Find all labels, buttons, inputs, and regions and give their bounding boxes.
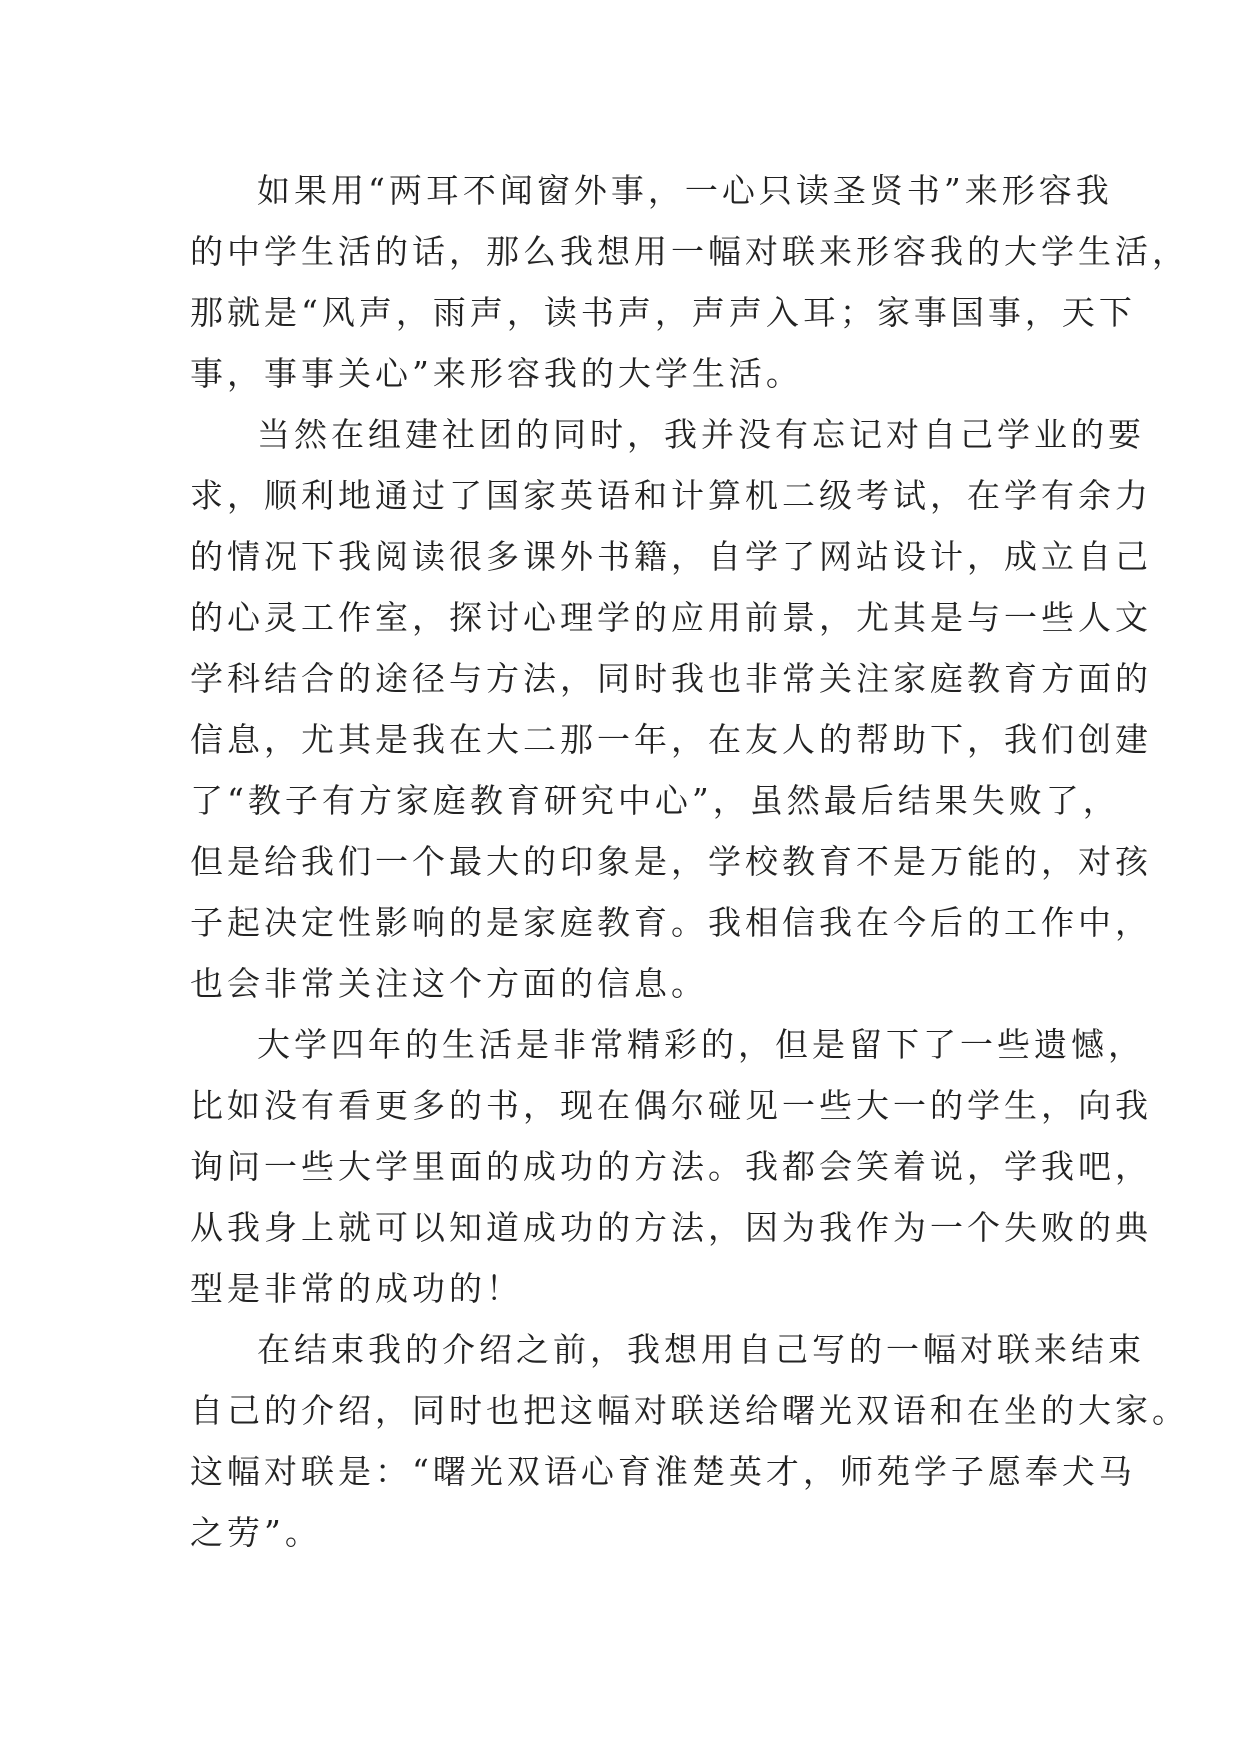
document-body: [190, 160, 1189, 1563]
text-line: 询问一些大学里面的成功的方法。我都会笑着说，学我吧，: [190, 1147, 1152, 1186]
text-line: 型是非常的成功的！: [190, 1269, 523, 1308]
text-line: 信息，尤其是我在大二那一年，在友人的帮助下，我们创建: [190, 720, 1152, 759]
text-line: 从我身上就可以知道成功的方法，因为我作为一个失败的典: [190, 1208, 1152, 1247]
text-line: 求，顺利地通过了国家英语和计算机二级考试，在学有余力: [190, 476, 1152, 515]
text-line: 的中学生活的话，那么我想用一幅对联来形容我的大学生活，: [190, 232, 1189, 271]
text-line: 这幅对联是：“曙光双语心育淮楚英才，师苑学子愿奉犬马: [190, 1452, 1136, 1491]
text-line: 那就是“风声，雨声，读书声，声声入耳；家事国事，天下: [190, 293, 1136, 332]
text-line: 事，事事关心”来形容我的大学生活。: [190, 354, 803, 393]
paragraph-4: [190, 1319, 1189, 1563]
text-line: 但是给我们一个最大的印象是，学校教育不是万能的，对孩: [190, 842, 1152, 881]
text-line: 学科结合的途径与方法，同时我也非常关注家庭教育方面的: [190, 659, 1152, 698]
text-line: 子起决定性影响的是家庭教育。我相信我在今后的工作中，: [190, 903, 1152, 942]
text-line: 之劳”。: [190, 1513, 322, 1552]
paragraph-2: [190, 404, 1152, 1014]
text-line: 在结束我的介绍之前，我想用自己写的一幅对联来结束: [257, 1330, 1145, 1369]
text-line: 当然在组建社团的同时，我并没有忘记对自己学业的要: [257, 415, 1145, 454]
text-line: 的情况下我阅读很多课外书籍，自学了网站设计，成立自己: [190, 537, 1152, 576]
paragraph-3: [190, 1014, 1152, 1319]
text-line: 也会非常关注这个方面的信息。: [190, 964, 708, 1003]
paragraph-1: [190, 160, 1189, 404]
text-line: 大学四年的生活是非常精彩的，但是留下了一些遗憾，: [257, 1025, 1145, 1064]
text-line: 如果用“两耳不闻窗外事，一心只读圣贤书”来形容我: [257, 171, 1113, 210]
text-line: 自己的介绍，同时也把这幅对联送给曙光双语和在坐的大家。: [190, 1391, 1189, 1430]
text-line: 了“教子有方家庭教育研究中心”，虽然最后结果失败了，: [190, 781, 1120, 820]
text-line: 的心灵工作室，探讨心理学的应用前景，尤其是与一些人文: [190, 598, 1152, 637]
text-line: 比如没有看更多的书，现在偶尔碰见一些大一的学生，向我: [190, 1086, 1152, 1125]
